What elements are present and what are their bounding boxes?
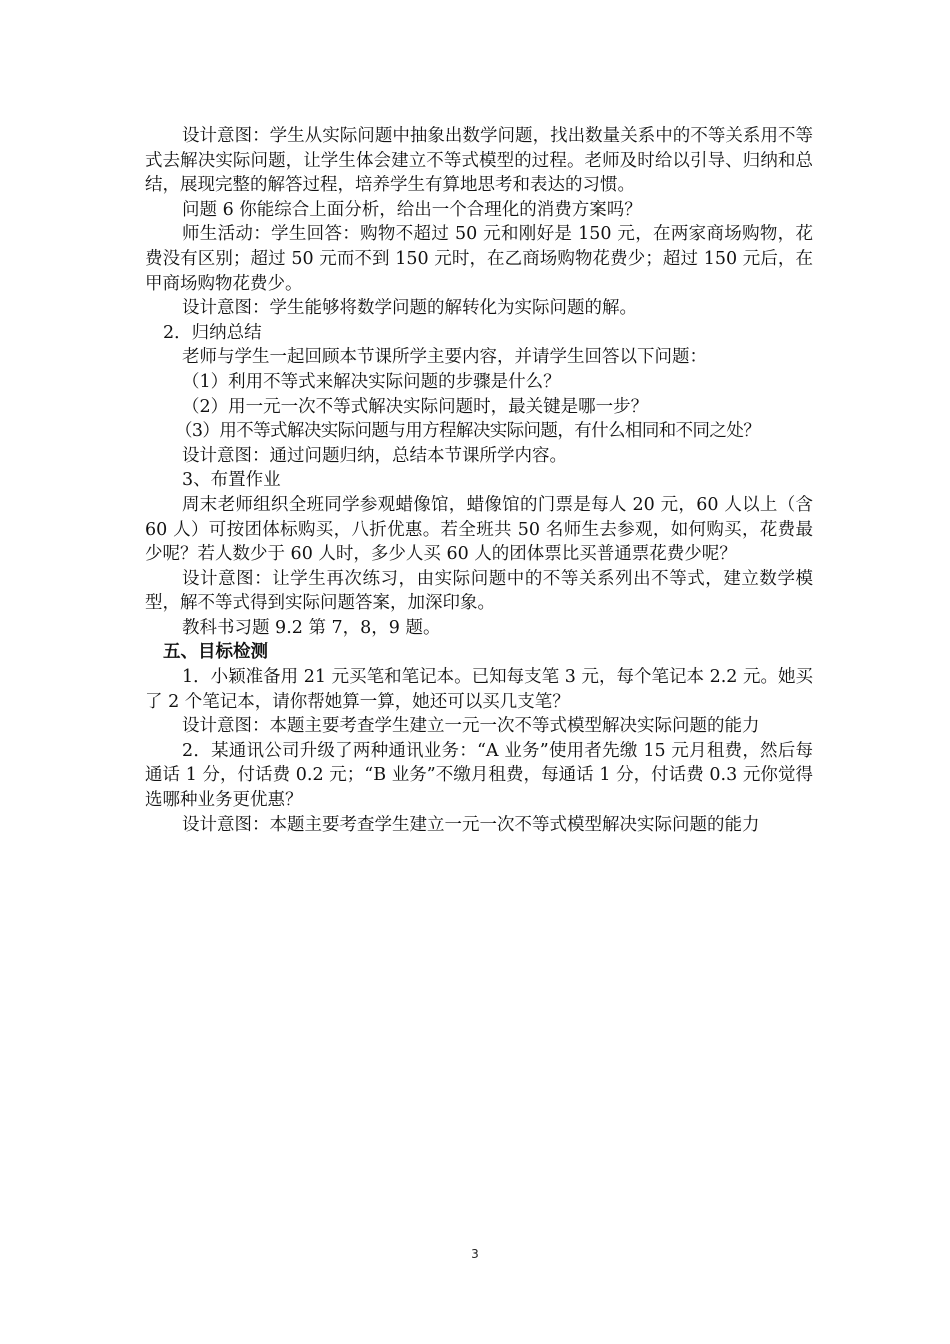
section-summary-heading: 2．归纳总结 <box>163 322 262 343</box>
page-body <box>145 124 813 837</box>
design-intent-paragraph-2: 设计意图：学生能够将数学问题的解转化为实际问题的解。 <box>182 298 637 319</box>
design-intent-paragraph-6: 设计意图：本题主要考查学生建立一元一次不等式模型解决实际问题的能力 <box>182 814 760 835</box>
section-five-heading: 五、目标检测 <box>163 642 268 663</box>
homework-problem-paragraph: 周末老师组织全班同学参观蜡像馆，蜡像馆的门票是每人 20 元，60 人以上（含 60 人）可按团体标购买，八折优惠。若全班共 50 名师生去参观，如何购买，花费最少呢？若人数少于 60 人时，多少人买 60 人的团体票比买普通票花费少呢？ <box>145 494 813 565</box>
design-intent-paragraph-5: 设计意图：本题主要考查学生建立一元一次不等式模型解决实际问题的能力 <box>182 716 760 737</box>
target-test-problem-2: 2．某通讯公司升级了两种通讯业务：“A 业务”使用者先缴 15 元月租费，然后每通话 1 分，付话费 0.2 元；“B 业务”不缴月租费，每通话 1 分，付话费 0.3 元你觉得选哪种业务更优惠？ <box>145 740 813 811</box>
summary-question-3: （3）用不等式解决实际问题与用方程解决实际问题，有什么相同和不同之处？ <box>175 421 761 442</box>
design-intent-paragraph-4: 设计意图：让学生再次练习，由实际问题中的不等关系列出不等式，建立数学模型，解不等式得到实际问题答案，加深印象。 <box>145 568 813 614</box>
section-homework-heading: 3、布置作业 <box>182 470 281 491</box>
summary-question-1: （1）利用不等式来解决实际问题的步骤是什么？ <box>182 371 561 392</box>
design-intent-paragraph-3: 设计意图：通过问题归纳，总结本节课所学内容。 <box>182 445 567 466</box>
summary-question-2: （2）用一元一次不等式解决实际问题时，最关键是哪一步？ <box>182 396 649 417</box>
target-test-problem-1: 1．小颖准备用 21 元买笔和笔记本。已知每支笔 3 元，每个笔记本 2.2 元。她买了 2 个笔记本，请你帮她算一算，她还可以买几支笔？ <box>145 667 813 712</box>
teacher-student-activity-paragraph: 师生活动：学生回答：购物不超过 50 元和刚好是 150 元，在两家商场购物，花费没有区别；超过 50 元而不到 150 元时，在乙商场购物花费少；超过 150 元后，在甲商场购物花费少。 <box>145 224 813 294</box>
page-number: 3 <box>471 1247 479 1261</box>
design-intent-paragraph-1: 设计意图：学生从实际问题中抽象出数学问题，找出数量关系中的不等关系用不等式去解决实际问题，让学生体会建立不等式模型的过程。老师及时给以引导、归纳和总结，展现完整的解答过程，培养学生有算地思考和表达的习惯。 <box>145 126 813 196</box>
summary-intro-paragraph: 老师与学生一起回顾本节课所学主要内容，并请学生回答以下问题： <box>182 347 707 368</box>
question-6-paragraph: 问题 6 你能综合上面分析，给出一个合理化的消费方案吗？ <box>182 199 642 220</box>
textbook-exercise-paragraph: 教科书习题 9.2 第 7，8，9 题。 <box>182 617 441 638</box>
